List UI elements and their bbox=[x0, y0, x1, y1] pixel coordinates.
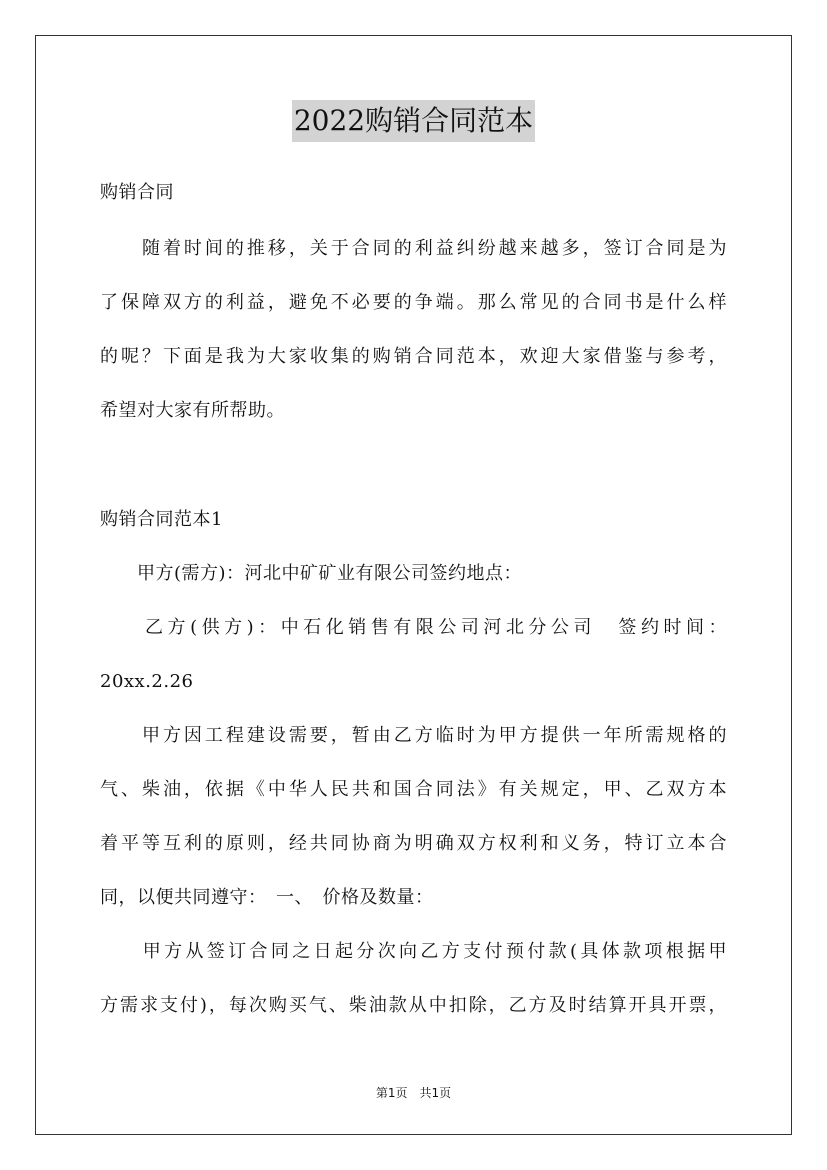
paragraph-line: 了保障双方的利益，避免不必要的争端。那么常见的合同书是什么样 bbox=[100, 292, 727, 313]
paragraph-line: 希望对大家有所帮助。 bbox=[100, 400, 285, 421]
paragraph-line: 甲方从签订合同之日起分次向乙方支付预付款(具体款项根据甲 bbox=[100, 941, 727, 962]
section-heading: 购销合同 bbox=[100, 182, 174, 203]
paragraph-line: 20xx.2.26 bbox=[100, 671, 194, 692]
paragraph-line: 着平等互利的原则，经共同协商为明确双方权利和义务，特订立本合 bbox=[100, 833, 727, 854]
section-heading: 购销合同范本1 bbox=[100, 509, 223, 530]
paragraph-line: 甲方(需方)：河北中矿矿业有限公司签约地点： bbox=[100, 563, 523, 584]
title-container bbox=[0, 100, 827, 142]
page-footer: 第1页 共1页 bbox=[375, 1086, 452, 1100]
paragraph-line: 气、柴油，依据《中华人民共和国合同法》有关规定，甲、乙双方本 bbox=[100, 779, 727, 800]
paragraph-line: 方需求支付)，每次购买气、柴油款从中扣除，乙方及时结算开具开票， bbox=[100, 995, 727, 1016]
paragraph-line: 同，以便共同遵守： 一、 价格及数量： bbox=[100, 887, 434, 908]
paragraph-line: 乙方(供方)：中石化销售有限公司河北分公司 签约时间： bbox=[100, 617, 727, 638]
paragraph-line: 随着时间的推移，关于合同的利益纠纷越来越多，签订合同是为 bbox=[100, 238, 727, 259]
paragraph-line: 的呢？下面是我为大家收集的购销合同范本，欢迎大家借鉴与参考， bbox=[100, 346, 727, 367]
paragraph-line: 甲方因工程建设需要，暂由乙方临时为甲方提供一年所需规格的 bbox=[100, 725, 727, 746]
document-title: 2022购销合同范本 bbox=[292, 100, 535, 142]
